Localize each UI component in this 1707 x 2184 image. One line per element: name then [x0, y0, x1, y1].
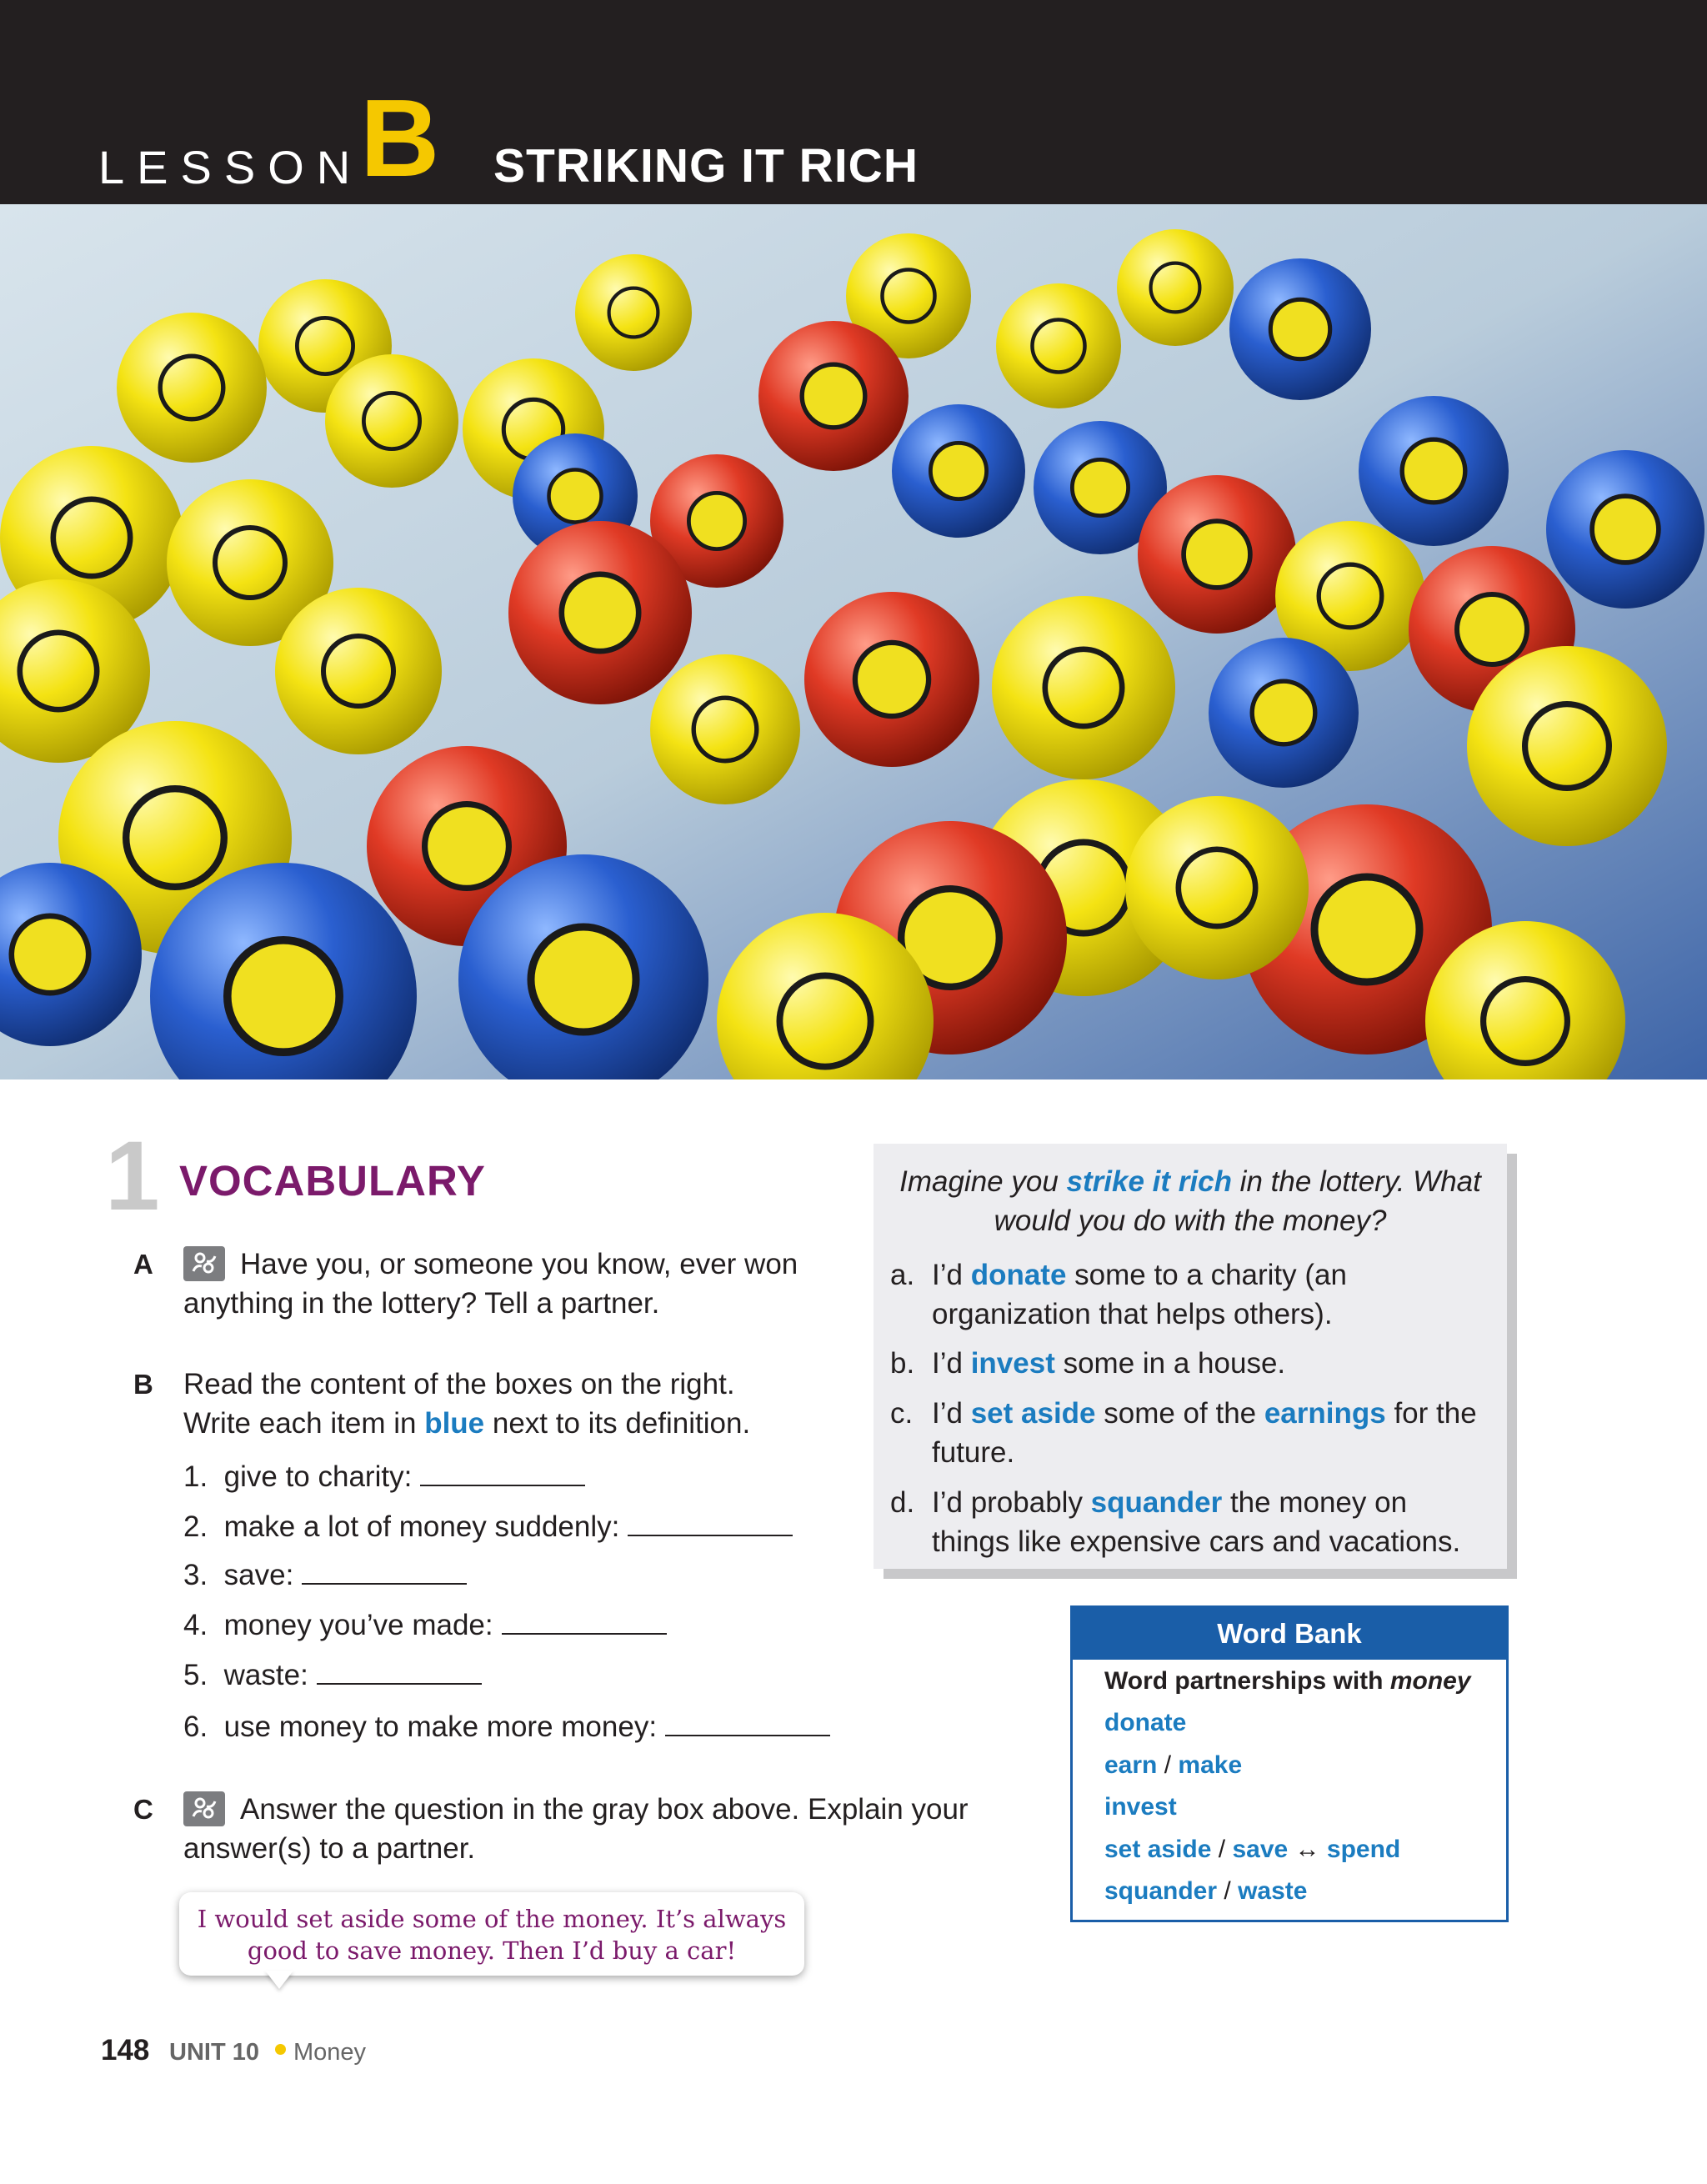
answer-blank[interactable]	[302, 1582, 467, 1585]
lottery-ball-label-patch	[688, 493, 744, 549]
unit-label: UNIT 10	[169, 2039, 259, 2066]
page-number: 148	[101, 2034, 150, 2066]
exercise-c-line1: Answer the question in the gray box above. Explain your	[240, 1793, 969, 1826]
exercise-a-letter: A	[133, 1249, 153, 1280]
lottery-ball-label-patch	[228, 940, 339, 1052]
question-box-question: Imagine you strike it rich in the lottery. What would you do with the money?	[899, 1165, 1481, 1237]
exercise-c-letter: C	[133, 1794, 153, 1825]
definition-item: 1. give to charity:	[183, 1460, 585, 1494]
exercise-a-line1: Have you, or someone you know, ever won	[240, 1248, 798, 1280]
lesson-title: STRIKING IT RICH	[493, 139, 919, 193]
lottery-ball	[1467, 646, 1667, 846]
lottery-ball-label-patch	[930, 443, 986, 498]
answer-blank[interactable]	[665, 1734, 830, 1736]
option-c: c. I’d set aside some of the earnings for the future.	[890, 1397, 1477, 1469]
speech-bubble-tail	[265, 1971, 293, 1989]
definition-item: 2. make a lot of money suddenly:	[183, 1510, 793, 1544]
lottery-ball-label-patch	[1402, 439, 1465, 503]
option-b: b. I’d invest some in a house.	[890, 1347, 1286, 1380]
lottery-ball-label-patch	[1184, 521, 1250, 588]
word-bank-subtitle: Word partnerships with money	[1104, 1667, 1471, 1695]
lottery-ball-label-patch	[855, 643, 929, 716]
definition-item: 6. use money to make more money:	[183, 1711, 830, 1744]
exercise-b-line2: Write each item in blue next to its definition.	[183, 1407, 751, 1440]
lottery-ball	[1125, 796, 1309, 979]
lottery-ball	[325, 354, 458, 488]
speech-bubble-text: I would set aside some of the money. It’s always good to save money. Then I’d buy a car!	[197, 1905, 787, 1965]
lottery-ball-label-patch	[1270, 299, 1329, 358]
exercise-b-letter: B	[133, 1369, 153, 1400]
unit-topic: Money	[293, 2039, 367, 2066]
lottery-ball-label-patch	[531, 927, 636, 1032]
pair-work-icon	[183, 1246, 225, 1281]
word-bank-item: earn / make	[1104, 1751, 1243, 1779]
answer-blank[interactable]	[317, 1682, 482, 1685]
exercise-b-line1: Read the content of the boxes on the right.	[183, 1368, 735, 1400]
word-bank-item: invest	[1104, 1793, 1177, 1821]
answer-blank[interactable]	[502, 1632, 667, 1635]
pair-work-icon	[183, 1791, 225, 1826]
definition-item: 3. save:	[183, 1559, 467, 1592]
lottery-ball-label-patch	[1252, 681, 1315, 744]
lottery-ball-label-patch	[562, 574, 638, 651]
section-title: VOCABULARY	[179, 1157, 486, 1205]
lesson-word: LESSON	[98, 141, 363, 193]
lottery-ball-label-patch	[549, 470, 602, 523]
lottery-ball	[575, 254, 692, 371]
exercise-c-line2: answer(s) to a partner.	[183, 1832, 476, 1865]
footer-bullet-dot	[275, 2044, 286, 2055]
definition-item: 5. waste:	[183, 1659, 482, 1692]
lottery-ball	[650, 654, 800, 804]
word-bank-header: Word Bank	[1073, 1608, 1506, 1660]
lottery-ball	[1117, 229, 1234, 346]
lottery-ball-label-patch	[1592, 496, 1659, 563]
lesson-header	[0, 0, 1707, 204]
lottery-ball-label-patch	[802, 364, 865, 428]
word-bank	[1070, 1605, 1509, 1922]
answer-blank[interactable]	[628, 1534, 793, 1536]
word-bank-item: squander / waste	[1104, 1877, 1308, 1905]
lottery-ball-label-patch	[425, 804, 509, 889]
word-bank-item: set aside / save ↔ spend	[1104, 1836, 1401, 1863]
lottery-ball-label-patch	[12, 916, 88, 993]
lottery-ball-label-patch	[1457, 594, 1527, 664]
blue-highlight-word: blue	[424, 1407, 485, 1440]
lottery-ball	[996, 283, 1121, 408]
lottery-ball	[992, 596, 1175, 779]
definition-item: 4. money you’ve made:	[183, 1609, 667, 1642]
lottery-ball	[275, 588, 442, 754]
option-d: d. I’d probably squander the money on things like expensive cars and vacations.	[890, 1486, 1461, 1558]
lottery-balls-photo	[0, 204, 1707, 1079]
lottery-ball-label-patch	[1314, 877, 1419, 982]
option-a: a. I’d donate some to a charity (an organization that helps others).	[890, 1259, 1347, 1330]
lesson-letter: B	[360, 77, 440, 199]
lottery-ball-label-patch	[1072, 459, 1128, 515]
answer-blank[interactable]	[420, 1484, 585, 1486]
word-bank-item: donate	[1104, 1709, 1187, 1736]
section-number: 1	[105, 1121, 160, 1231]
lottery-ball	[117, 313, 267, 463]
exercise-a-line2: anything in the lottery? Tell a partner.	[183, 1287, 660, 1320]
